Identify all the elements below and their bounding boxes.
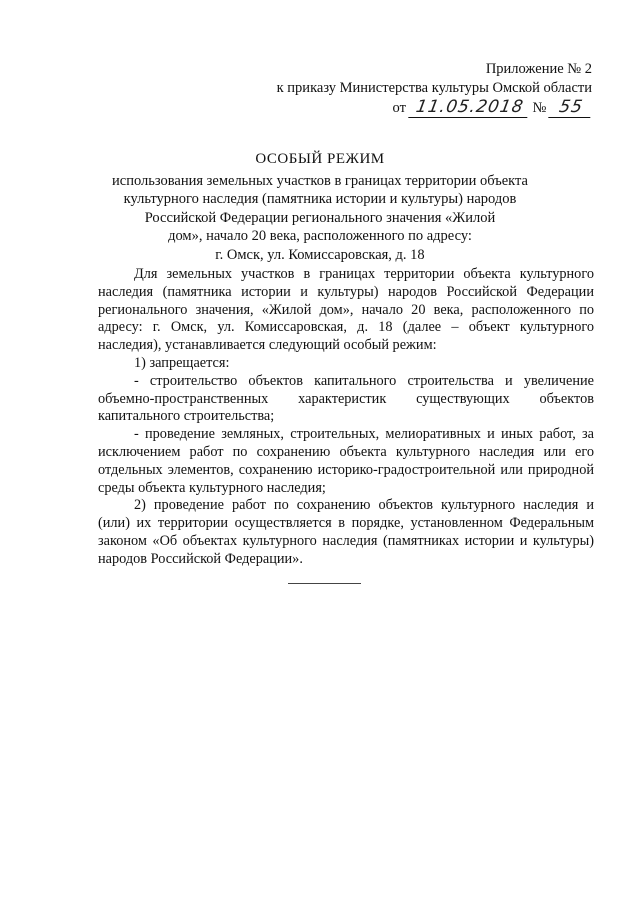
handwritten-date: 11.05.2018 xyxy=(408,98,531,118)
subitem-works: - проведение земляных, строительных, мелиоративных и иных работ, за исключением работ по сохранению объекта культурного наследия или его отдельных элементов, сохранению историко-градостроительной или природной среды объекта культурного наследия; xyxy=(98,426,594,496)
item-prohibited: 1) запрещается: xyxy=(134,354,230,371)
title-line: г. Омск, ул. Комиссаровская, д. 18 xyxy=(215,246,425,263)
item-preservation-works: 2) проведение работ по сохранению объектов культурного наследия и (или) их территории осуществляется в порядке, установленном Федеральным законом «Об объектах культурного наследия (памятниках истории и культуры) народов Российской Федерации». xyxy=(98,497,594,567)
subitem-construction: - строительство объектов капитального строительства и увеличение объемно-пространственных характеристик существующих объектов капитального строительства; xyxy=(98,372,594,425)
title-line: использования земельных участков в границах территории объекта xyxy=(112,172,528,189)
appendix-header xyxy=(277,60,592,118)
intro-paragraph: Для земельных участков в границах территории объекта культурного наследия (памятника истории и культуры) народов Российской Федерации регионального значения, «Жилой дом», начало 20 века, расположенного по адресу: г. Омск, ул. Комиссаровская, д. 18 (далее – объект культурного наследия), устанавливается следующий особый режим: xyxy=(98,266,594,354)
handwritten-number: 55 xyxy=(548,98,594,118)
document-title xyxy=(80,150,560,264)
title-line: культурного наследия (памятника истории и культуры) народов xyxy=(123,191,517,207)
document-body xyxy=(98,266,594,569)
title-line: Российской Федерации регионального значения «Жилой xyxy=(144,209,496,226)
title-line: дом», начало 20 века, расположенного по адресу: xyxy=(168,228,472,244)
date-prefix: от xyxy=(392,100,406,116)
title-heading: ОСОБЫЙ РЕЖИМ xyxy=(255,151,385,167)
closing-divider xyxy=(288,583,361,584)
appendix-number: Приложение № 2 xyxy=(485,61,592,77)
appendix-order-reference: к приказу Министерства культуры Омской области xyxy=(276,80,592,96)
number-prefix: № xyxy=(532,100,547,116)
appendix-date-row xyxy=(393,98,592,118)
